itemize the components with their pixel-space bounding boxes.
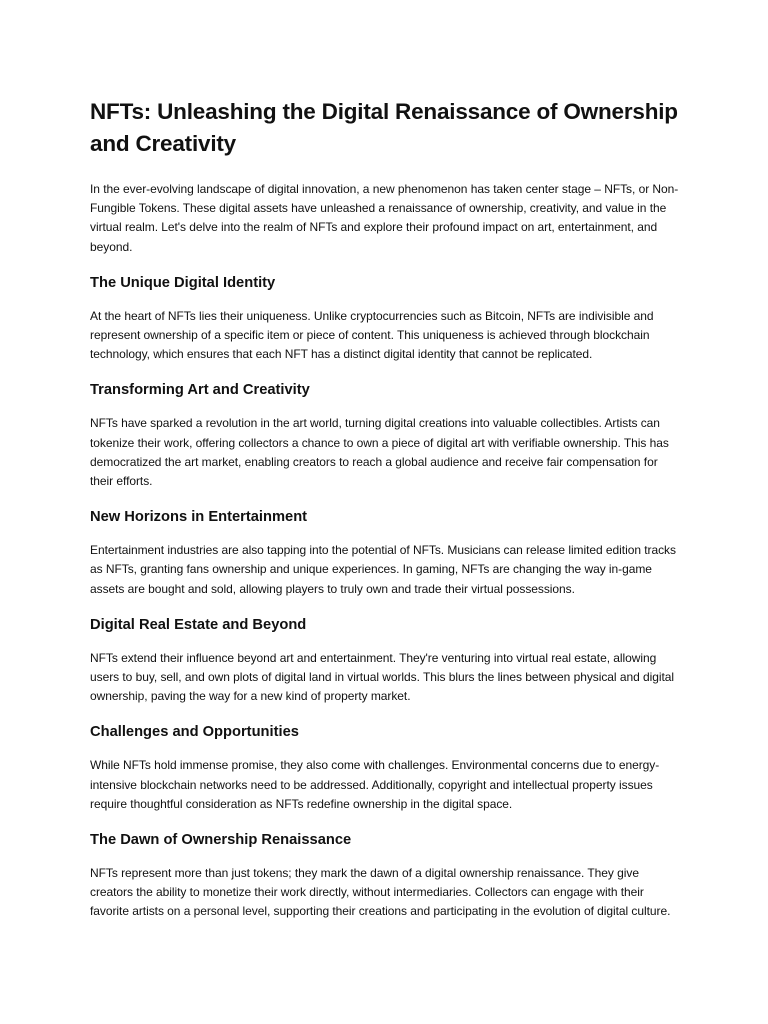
section-heading-challenges: Challenges and Opportunities bbox=[90, 724, 299, 741]
section-heading-entertainment: New Horizons in Entertainment bbox=[90, 509, 308, 526]
section-heading-unique-identity: The Unique Digital Identity bbox=[90, 274, 276, 291]
section-body-challenges: While NFTs hold immense promise, they also come with challenges. Environmental concerns due to energy-intensive blockchain networks need to be addressed. Additionally, copyright and intellectual property issues require thoughtful consideration as NFTs redefine ownership in the digital space. bbox=[90, 758, 660, 811]
section-body-ownership-renaissance: NFTs represent more than just tokens; they mark the dawn of a digital ownership renaissance. They give creators the ability to monetize their work directly, without intermediaries. Collectors can engage with their favorite artists on a personal level, supporting their creations and participating in the evolution of digital culture. bbox=[90, 866, 671, 919]
section-heading-ownership-renaissance: The Dawn of Ownership Renaissance bbox=[90, 832, 352, 849]
intro-paragraph: In the ever-evolving landscape of digital innovation, a new phenomenon has taken center stage – NFTs, or Non-Fungible Tokens. These digital assets have unleashed a renaissance of ownership, creativity, and value in the virtual realm. Let's delve into the realm of NFTs and explore their profound impact on art, entertainment, and beyond. bbox=[90, 182, 679, 254]
document-title: NFTs: Unleashing the Digital Renaissance of Ownership and Creativity bbox=[90, 99, 678, 156]
section-body-entertainment: Entertainment industries are also tapping into the potential of NFTs. Musicians can release limited edition tracks as NFTs, granting fans ownership and unique experiences. In gaming, NFTs are changing the way in-game assets are bought and sold, allowing players to truly own and trade their virtual possessions. bbox=[90, 543, 676, 596]
section-body-real-estate: NFTs extend their influence beyond art and entertainment. They're venturing into virtual real estate, allowing users to buy, sell, and own plots of digital land in virtual worlds. This blurs the lines between physical and digital ownership, paving the way for a new kind of property market. bbox=[90, 650, 674, 704]
section-body-unique-identity: At the heart of NFTs lies their uniqueness. Unlike cryptocurrencies such as Bitcoin, NFTs are indivisible and represent ownership of a specific item or piece of content. This uniqueness is achieved through blockchain technology, which ensures that each NFT has a distinct digital identity that cannot be replicated. bbox=[90, 308, 654, 362]
section-heading-real-estate: Digital Real Estate and Beyond bbox=[90, 616, 307, 633]
section-body-art-creativity: NFTs have sparked a revolution in the art world, turning digital creations into valuable collectibles. Artists can tokenize their work, offering collectors a chance to own a piece of digital art with verifiable ownership. This has democratized the art market, enabling creators to reach a global audience and receive fair compensation for their efforts. bbox=[90, 416, 669, 489]
section-heading-art-creativity: Transforming Art and Creativity bbox=[90, 382, 310, 399]
document-page bbox=[90, 96, 680, 922]
